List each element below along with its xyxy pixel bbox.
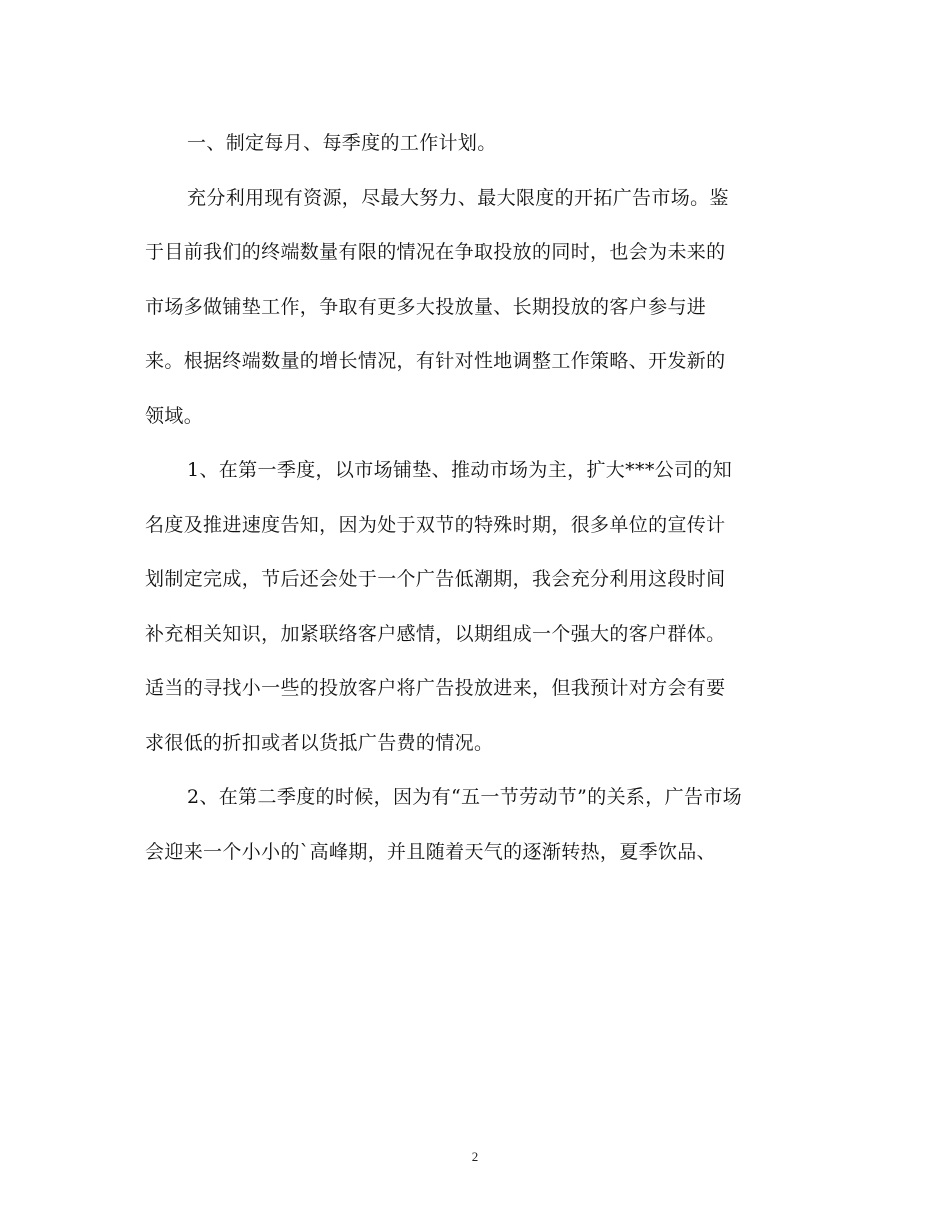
text-line-12: 求很低的折扣或者以货抵广告费的情况。 <box>145 731 494 754</box>
text-line-10: 补充相关知识，加紧联络客户感情，以期组成一个强大的客户群体。 <box>145 622 726 645</box>
text-line-5: 来。根据终端数量的增长情况，有针对性地调整工作策略、开发新的 <box>145 350 726 372</box>
text-line-2: 充分利用现有资源，尽最大努力、最大限度的开拓广告市场。鉴 <box>187 186 729 209</box>
text-line-1: 一、制定每月、每季度的工作计划。 <box>187 132 497 154</box>
text-line-6: 领域。 <box>145 404 204 427</box>
text-line-9: 划制定完成，节后还会处于一个广告低潮期，我会充分利用这段时间 <box>145 568 726 590</box>
text-line-8: 名度及推进速度告知，因为处于双节的特殊时期，很多单位的宣传计 <box>145 513 726 536</box>
document-body <box>145 116 810 879</box>
text-line-13: 2、在第二季度的时候，因为有“五一节劳动节”的关系，广告市场 <box>187 786 743 808</box>
text-line-4: 市场多做铺垫工作，争取有更多大投放量、长期投放的客户参与进 <box>145 295 707 318</box>
page-number: 2 <box>471 1149 479 1164</box>
text-line-3: 于目前我们的终端数量有限的情况在争取投放的同时，也会为未来的 <box>145 241 726 263</box>
text-line-14: 会迎来一个小小的`高峰期，并且随着天气的逐渐转热，夏季饮品、 <box>145 840 717 863</box>
text-line-7: 1、在第一季度，以市场铺垫、推动市场为主，扩大***公司的知 <box>187 459 733 481</box>
text-line-11: 适当的寻找小一些的投放客户将广告投放进来，但我预计对方会有要 <box>145 677 726 699</box>
